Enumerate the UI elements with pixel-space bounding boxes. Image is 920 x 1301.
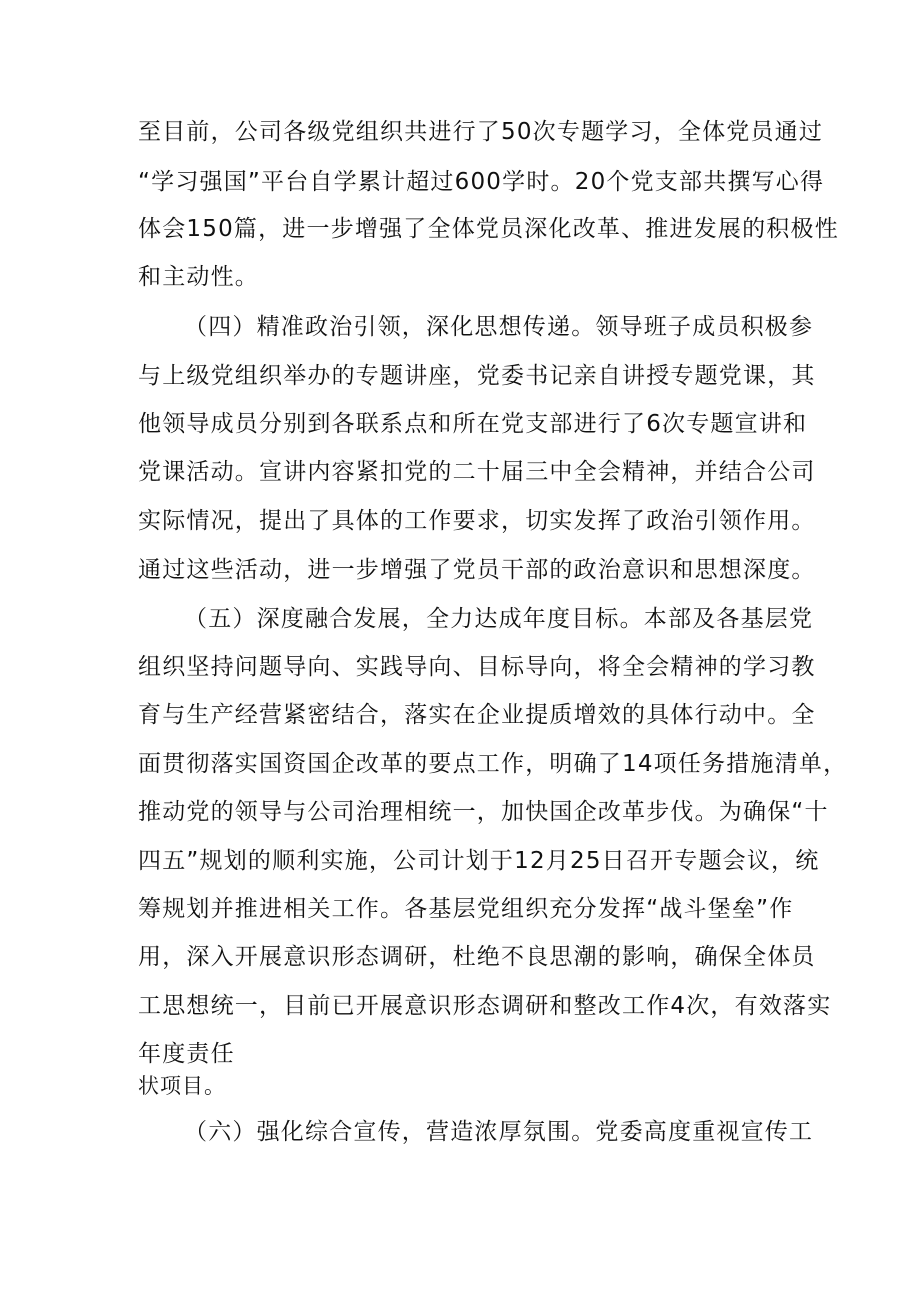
text-line: “学习强国”平台自学累计超过600学时。20个党支部共撰写心得	[138, 169, 825, 195]
paragraph-heading-5: （五）深度融合发展，全力达成年度目标。本部及各基层党	[184, 606, 814, 632]
text-line: 四五”规划的顺利实施，公司计划于12月25日召开专题会议，统	[138, 848, 820, 874]
text-line: 工思想统一，目前已开展意识形态调研和整改工作4次，有效落实	[138, 993, 832, 1019]
text-line: 和主动性。	[138, 264, 259, 290]
text-line: 推动党的领导与公司治理相统一，加快国企改革步伐。为确保“十	[138, 799, 829, 825]
text-line: 用，深入开展意识形态调研，杜绝不良思潮的影响，确保全体员	[138, 944, 816, 970]
text-line: 年度责任	[138, 1041, 235, 1067]
text-line: 筹规划并推进相关工作。各基层党组织充分发挥“战斗堡垒”作	[138, 896, 794, 922]
text-line: 党课活动。宣讲内容紧扣党的二十届三中全会精神，并结合公司	[138, 459, 816, 485]
text-line: 通过这些活动，进一步增强了党员干部的政治意识和思想深度。	[138, 557, 816, 583]
text-line: 与上级党组织举办的专题讲座，党委书记亲自讲授专题党课，其	[138, 363, 816, 389]
text-line: 体会150篇，进一步增强了全体党员深化改革、推进发展的积极性	[138, 216, 839, 242]
text-line: 状项目。	[138, 1074, 226, 1098]
paragraph-heading-6: （六）强化综合宣传，营造浓厚氛围。党委高度重视宣传工	[184, 1119, 814, 1145]
text-line: 组织坚持问题导向、实践导向、目标导向，将全会精神的学习教	[138, 654, 816, 680]
text-line: 育与生产经营紧密结合，落实在企业提质增效的具体行动中。全	[138, 702, 816, 728]
text-line: 实际情况，提出了具体的工作要求，切实发挥了政治引领作用。	[138, 508, 816, 534]
text-line: 面贯彻落实国资国企改革的要点工作，明确了14项任务措施清单，	[138, 751, 848, 777]
paragraph-heading-4: （四）精准政治引领，深化思想传递。领导班子成员积极参	[184, 314, 814, 340]
text-line: 至目前，公司各级党组织共进行了50次专题学习，全体党员通过	[138, 119, 824, 145]
text-line: 他领导成员分别到各联系点和所在党支部进行了6次专题宣讲和	[138, 411, 808, 437]
